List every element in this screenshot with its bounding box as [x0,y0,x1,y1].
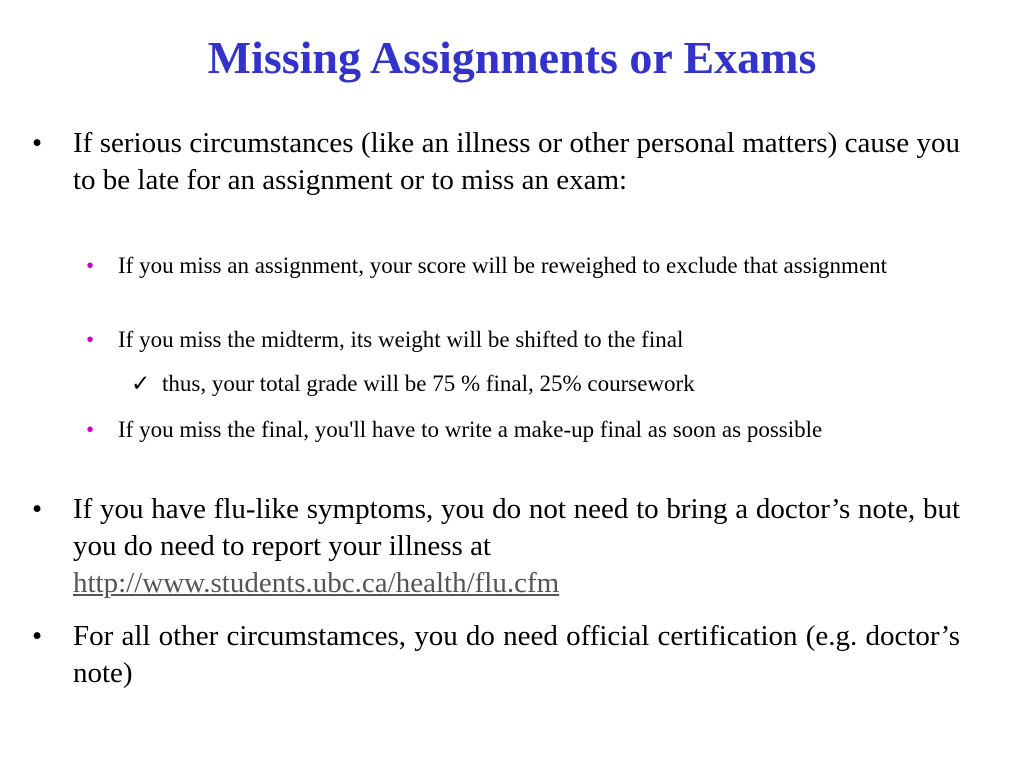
bullet-text: For all other circumstamces, you do need official certification (e.g. doctor’s note) [73,620,960,689]
sub-bullet-text: If you miss the final, you'll have to write a make-up final as soon as possible [118,417,823,442]
sub-bullet-text: If you miss an assignment, your score will be reweighed to exclude that assignment [118,253,888,278]
sub-bullet-text: If you miss the midterm, its weight will be shifted to the final [118,327,684,352]
sub-bullet-marker: • [86,327,95,352]
bullet-marker: • [32,493,43,525]
sub-bullet-marker: • [86,253,95,278]
sub-bullet-marker: • [86,417,95,442]
bullet-text [73,491,960,602]
flu-report-link[interactable]: http://www.students.ubc.ca/health/flu.cfm [73,567,560,599]
bullet-text: If serious circumstances (like an illness or other personal matters) cause you to be late for an assignment or to miss an exam: [73,127,960,196]
sub-sub-bullet-text: thus, your total grade will be 75 % final, 25% coursework [162,371,695,396]
checkmark-icon: ✓ [131,371,151,396]
bullet-text-body: If you have flu-like symptoms, you do not need to bring a doctor’s note, but you do need to report your illness at [73,493,960,562]
bullet-marker: • [32,127,43,159]
bullet-marker: • [32,620,43,652]
slide-title: Missing Assignments or Exams [207,32,817,83]
